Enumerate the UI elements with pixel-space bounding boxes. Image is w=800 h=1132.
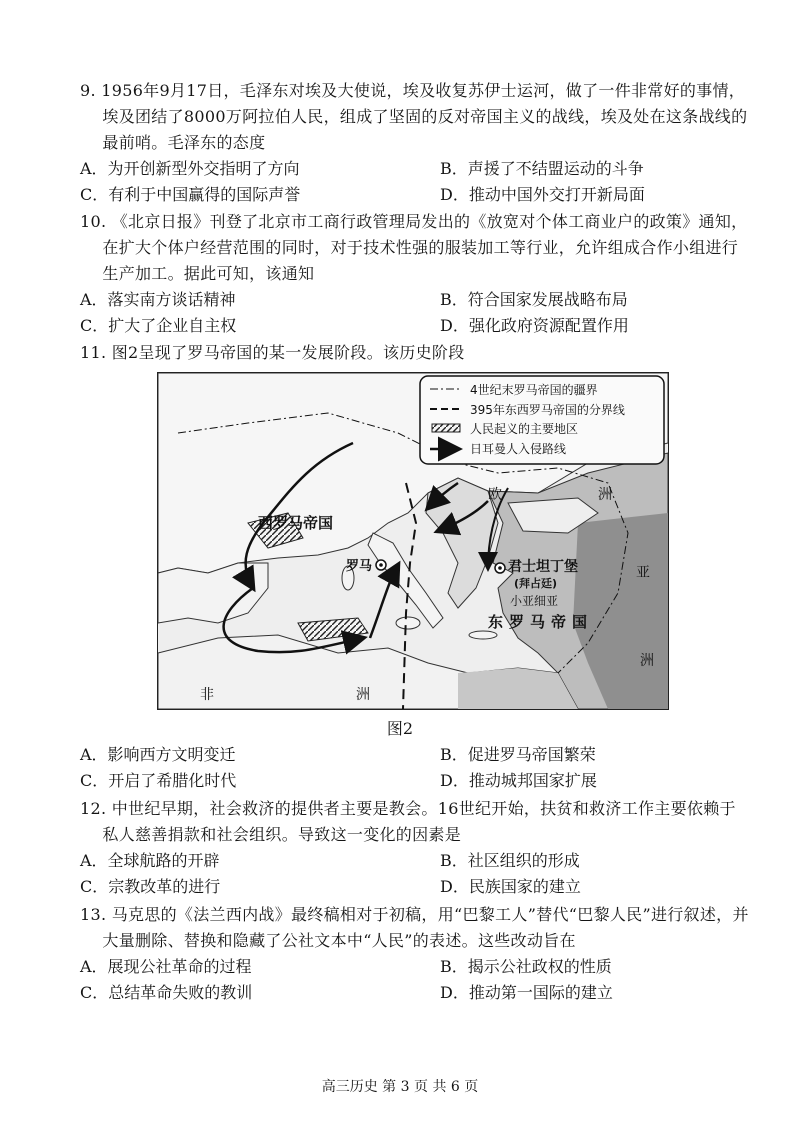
label-asia-minor: 小亚细亚 — [510, 594, 559, 608]
question-12-options — [80, 848, 750, 900]
page-footer: 高三历史 第 3 页 共 6 页 — [321, 1079, 479, 1095]
q10-option-c: C．扩大了企业自主权 — [80, 316, 237, 335]
question-10-stem: 10. 《北京日报》刊登了北京市工商行政管理局发出的《放宽对个体工商业户的政策》通知，在扩大个体户经营范围的同时，对于技术性强的服装加工等行业，允许组成合作小组进行生产加工。据此可知，该通知 — [80, 212, 748, 283]
q11-option-c: C．开启了希腊化时代 — [80, 771, 237, 790]
question-13-options — [80, 954, 750, 1006]
label-byzantium: (拜占廷) — [514, 577, 558, 590]
label-asia-2: 洲 — [640, 653, 654, 669]
label-constantinople: 君士坦丁堡 — [508, 559, 578, 575]
question-9 — [80, 78, 750, 208]
figure-caption: 图2 — [386, 719, 414, 738]
q12-option-d: D．民族国家的建立 — [440, 877, 581, 896]
q12-option-a: A．全球航路的开辟 — [80, 851, 220, 870]
q12-option-b: B．社区组织的形成 — [440, 851, 580, 870]
q11-option-d: D．推动城邦国家扩展 — [440, 771, 597, 790]
question-11-options — [80, 742, 750, 794]
question-13-stem: 13. 马克思的《法兰西内战》最终稿相对于初稿，用“巴黎工人”替代“巴黎人民”进行叙述，并大量删除、替换和隐藏了公社文本中“人民”的表述。这些改动旨在 — [80, 905, 749, 950]
q13-option-c: C．总结革命失败的教训 — [80, 983, 253, 1002]
q12-option-c: C．宗教改革的进行 — [80, 877, 221, 896]
q10-option-d: D．强化政府资源配置作用 — [440, 316, 629, 335]
roman-empire-map — [157, 372, 669, 710]
q9-option-c: C．有利于中国赢得的国际声誉 — [80, 185, 301, 204]
legend-invasion: 日耳曼人入侵路线 — [470, 442, 567, 456]
legend-division: 395年东西罗马帝国的分界线 — [470, 403, 625, 417]
question-11-options-block — [80, 742, 750, 794]
label-africa-2: 洲 — [356, 687, 370, 703]
legend-boundary: 4世纪末罗马帝国的疆界 — [470, 383, 598, 397]
q10-option-a: A．落实南方谈话精神 — [80, 290, 236, 309]
question-12-stem: 12. 中世纪早期，社会救济的提供者主要是教会。16世纪开始，扶贫和救济工作主要依赖于私人慈善捐款和社会组织。导致这一变化的因素是 — [80, 799, 736, 844]
legend-uprising: 人民起义的主要地区 — [470, 422, 579, 436]
question-9-options — [80, 156, 750, 208]
q13-option-b: B．揭示公社政权的性质 — [440, 957, 612, 976]
question-11-stem: 11. 图2呈现了罗马帝国的某一发展阶段。该历史阶段 — [80, 343, 465, 362]
q11-option-a: A．影响西方文明变迁 — [80, 745, 236, 764]
q13-option-a: A．展现公社革命的过程 — [80, 957, 252, 976]
label-europe-1: 欧 — [488, 487, 502, 503]
question-10 — [80, 209, 750, 339]
label-east-empire: 东罗马帝国 — [488, 613, 594, 631]
q9-option-b: B．声援了不结盟运动的斗争 — [440, 159, 644, 178]
question-10-options — [80, 287, 750, 339]
label-west-empire: 西罗马帝国 — [258, 514, 334, 532]
question-11 — [80, 340, 750, 366]
q13-option-d: D．推动第一国际的建立 — [440, 983, 613, 1002]
q11-option-b: B．促进罗马帝国繁荣 — [440, 745, 596, 764]
label-asia-1: 亚 — [636, 565, 650, 581]
question-9-stem: 9. 1956年9月17日，毛泽东对埃及大使说，埃及收复苏伊士运河，做了一件非常好的事情，埃及团结了8000万阿拉伯人民，组成了坚固的反对帝国主义的战线，埃及处在这条战线的最前哨。毛泽东的态度 — [80, 81, 748, 152]
q9-option-a: A．为开创新型外交指明了方向 — [80, 159, 300, 178]
q9-option-d: D．推动中国外交打开新局面 — [440, 185, 645, 204]
label-africa-1: 非 — [200, 687, 214, 703]
question-12 — [80, 796, 750, 900]
label-rome: 罗马 — [346, 559, 373, 574]
map-legend — [420, 376, 664, 464]
label-europe-2: 洲 — [598, 487, 612, 503]
question-13 — [80, 902, 750, 1006]
q10-option-b: B．符合国家发展战略布局 — [440, 290, 628, 309]
